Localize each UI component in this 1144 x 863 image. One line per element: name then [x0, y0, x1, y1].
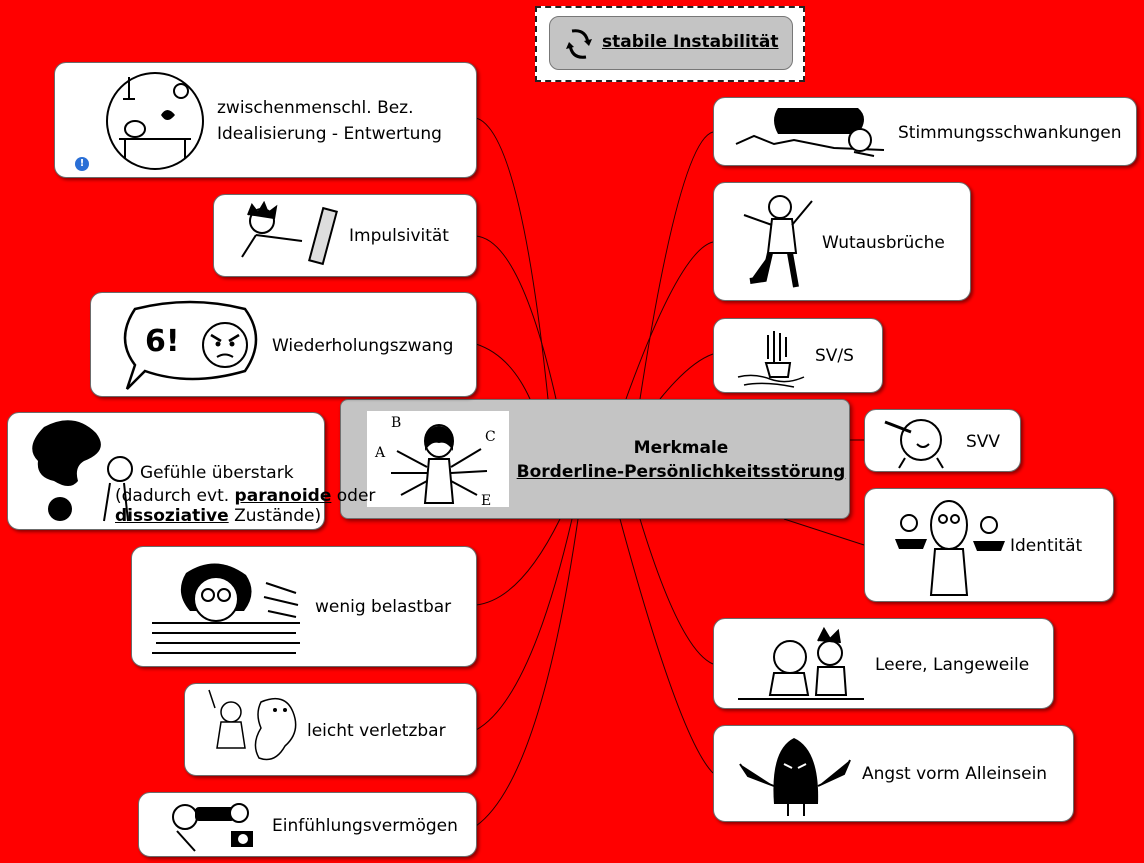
node-label: wenig belastbar [315, 597, 452, 617]
node-impulsivitaet[interactable] [213, 194, 477, 277]
node-label-line1: Gefühle überstark [140, 463, 294, 483]
dark-cloud-person-lying-image [734, 104, 888, 160]
node-label: SV/S [815, 346, 854, 366]
central-topic-title: Merkmale [633, 438, 729, 458]
node-label: leicht verletzbar [307, 721, 446, 741]
node-label: Wutausbrüche [822, 233, 945, 253]
node-label: Impulsivität [349, 226, 449, 246]
svg-text:E: E [481, 493, 492, 507]
label-paranoide: paranoide [234, 486, 332, 506]
floating-topic-frame[interactable] [535, 6, 805, 82]
svg-text:B: B [391, 415, 402, 431]
speech-text: 6! [145, 324, 180, 359]
binoculars-person-image [165, 797, 265, 855]
label-part: Zustände) [228, 506, 322, 526]
speech-bubble-angry-face-image [115, 299, 265, 393]
node-label: Wiederholungszwang [272, 336, 454, 356]
hospital-bed-image [105, 69, 205, 173]
multi-armed-person-image [367, 411, 509, 507]
hooded-figure-image [734, 730, 860, 820]
svg-text:A: A [375, 445, 386, 461]
info-icon[interactable]: ! [75, 157, 89, 171]
node-label-line3 [115, 504, 321, 528]
node-label: Stimmungsschwankungen [898, 123, 1122, 143]
node-label: Leere, Langeweile [875, 655, 1030, 675]
stressed-person-papers-image [146, 553, 306, 661]
node-stimmungsschwankungen[interactable] [713, 97, 1137, 166]
svg-text:C: C [485, 429, 496, 445]
node-label: Angst vorm Alleinsein [862, 764, 1048, 784]
knight-dragon-image [205, 688, 305, 772]
node-label-line2: Idealisierung - Entwertung [217, 124, 442, 144]
drowning-hand-image [734, 323, 808, 391]
node-zwischenmenschliche-beziehungen[interactable] [54, 62, 477, 178]
node-identitaet[interactable] [864, 488, 1114, 602]
node-wenig-belastbar[interactable] [131, 546, 477, 667]
node-label: Einfühlungsvermögen [272, 816, 458, 836]
node-leicht-verletzbar[interactable] [184, 683, 477, 776]
label-part: (dadurch evt. [115, 486, 235, 506]
floating-topic[interactable] [549, 16, 793, 70]
node-leere-langeweile[interactable] [713, 618, 1054, 709]
self-harm-figure-image [881, 414, 955, 470]
node-label: Identität [1010, 536, 1083, 556]
central-topic[interactable] [340, 399, 850, 519]
label-dissoziative: dissoziative [115, 506, 229, 526]
label-part: oder [331, 486, 376, 506]
node-svs[interactable] [713, 318, 883, 393]
node-angst-vorm-alleinsein[interactable] [713, 725, 1074, 822]
node-svv[interactable] [864, 409, 1021, 472]
floating-topic-label: stabile Instabilität [602, 32, 779, 52]
node-gefuehle-ueberstark[interactable] [7, 412, 376, 530]
refresh-arrows-icon [564, 27, 594, 61]
multiple-identity-image [887, 495, 1011, 597]
node-wutausbrueche[interactable] [713, 182, 971, 301]
node-label: SVV [966, 432, 1001, 452]
angry-person-image [734, 187, 818, 297]
node-wiederholungszwang[interactable] [90, 292, 477, 397]
central-topic-subtitle: Borderline-Persönlichkeitsstörung [516, 462, 846, 482]
node-label-line1: zwischenmenschl. Bez. [217, 98, 414, 118]
node-einfuehlungsvermoegen[interactable] [138, 792, 477, 857]
impulsive-person-image [232, 201, 342, 271]
bored-people-image [734, 623, 868, 707]
